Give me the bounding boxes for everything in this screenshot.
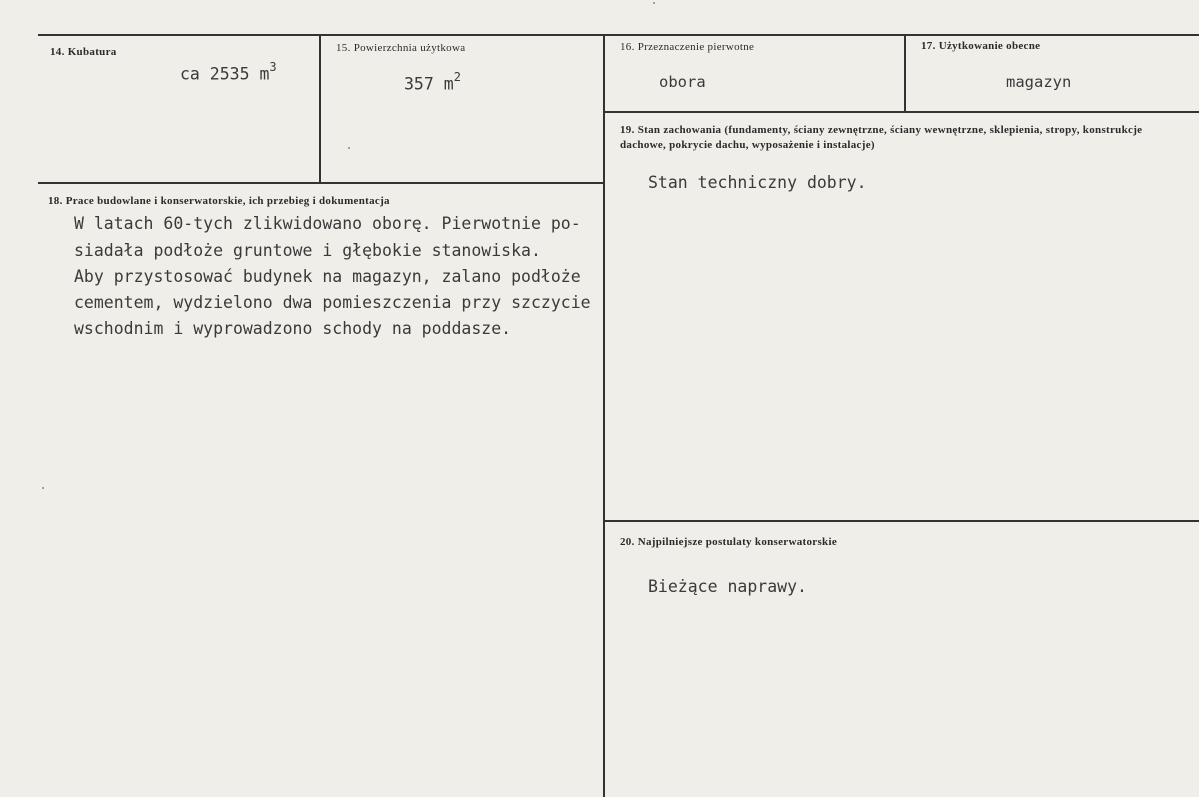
area-unit-exponent: 2 (453, 70, 461, 84)
rule-above-20 (603, 520, 1199, 522)
volume-unit-exponent: 3 (269, 60, 277, 74)
divider-16-17 (904, 34, 906, 112)
volume-value: ca 2535 (180, 64, 250, 84)
field-16-value: obora (659, 73, 706, 91)
field-20-label: 20. Najpilniejsze postulaty konserwatorskie (620, 536, 838, 548)
paper-speck (348, 147, 350, 149)
field-18-label: 18. Prace budowlane i konserwatorskie, ich przebieg i dokumentacja (48, 195, 390, 207)
field-20-value: Bieżące naprawy. (648, 577, 807, 596)
paper-speck (653, 2, 655, 4)
area-unit: m (443, 74, 454, 94)
field-18-line: W latach 60-tych zlikwidowano oborę. Pierwotnie po- (74, 214, 581, 233)
rule-under-14-15 (38, 182, 605, 184)
top-rule (38, 34, 1199, 36)
paper-speck (42, 487, 44, 489)
field-17-label: 17. Użytkowanie obecne (921, 40, 1041, 52)
field-19-label: 19. Stan zachowania (fundamenty, ściany zewnętrzne, ściany wewnętrzne, sklepienia, stropy, konstrukcje dachowe, pokrycie dachu, wyposażenie i instalacje) (620, 124, 1143, 151)
field-18-line: wschodnim i wyprowadzono schody na poddasze. (74, 319, 512, 338)
field-19-value: Stan techniczny dobry. (648, 173, 867, 192)
center-divider (603, 34, 605, 797)
divider-14-15 (319, 34, 321, 184)
field-15-value (404, 72, 461, 94)
area-value: 357 (404, 74, 434, 94)
rule-under-16-17 (603, 111, 1199, 113)
field-16-label: 16. Przeznaczenie pierwotne (620, 41, 755, 53)
field-18-line: cementem, wydzielono dwa pomieszczenia przy szczycie (74, 293, 591, 312)
field-18-line: Aby przystosować budynek na magazyn, zalano podłoże (74, 267, 581, 286)
volume-unit: m (259, 64, 270, 84)
field-14-label: 14. Kubatura (50, 46, 117, 58)
field-17-value: magazyn (1006, 73, 1072, 91)
field-18-line: siadała podłoże gruntowe i głębokie stanowiska. (74, 241, 541, 260)
field-14-value (180, 62, 277, 84)
field-15-label: 15. Powierzchnia użytkowa (336, 42, 466, 54)
